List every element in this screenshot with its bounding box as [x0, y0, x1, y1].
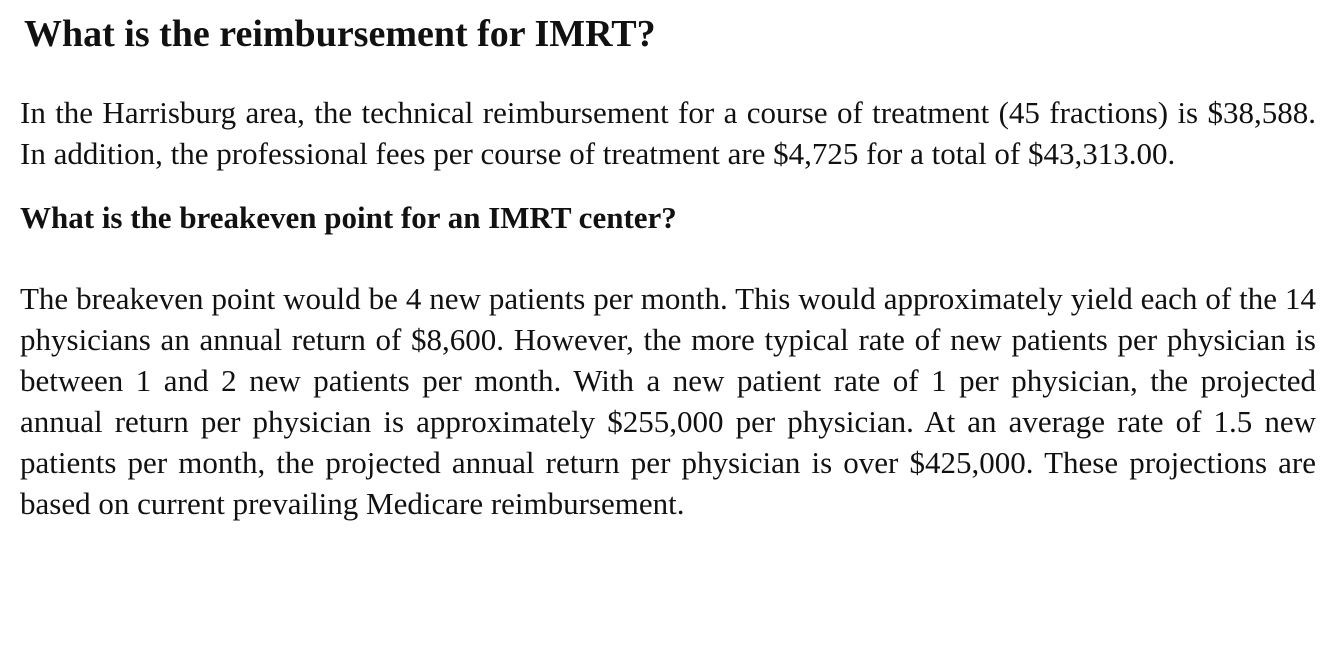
- breakeven-heading: What is the breakeven point for an IMRT center?: [20, 200, 677, 235]
- reimbursement-heading: What is the reimbursement for IMRT?: [24, 13, 656, 55]
- breakeven-section: [20, 198, 1316, 524]
- reimbursement-paragraph: In the Harrisburg area, the technical reimbursement for a course of treatment (45 fractions) is $38,588. In addition, the professional fees per course of treatment are $4,725 for a total of $43,313.00.: [20, 95, 1316, 171]
- document-page: [20, 0, 1316, 524]
- reimbursement-section: [20, 0, 1316, 174]
- breakeven-paragraph: The breakeven point would be 4 new patients per month. This would approximately yield each of the 14 physicians an annual return of $8,600. However, the more typical rate of new patients per physician is between 1 and 2 new patients per month. With a new patient rate of 1 per physician, the projected annual return per physician is approximately $255,000 per physician. At an average rate of 1.5 new patients per month, the projected annual return per physician is over $425,000. These projections are based on current prevailing Medicare reimbursement.: [20, 281, 1316, 521]
